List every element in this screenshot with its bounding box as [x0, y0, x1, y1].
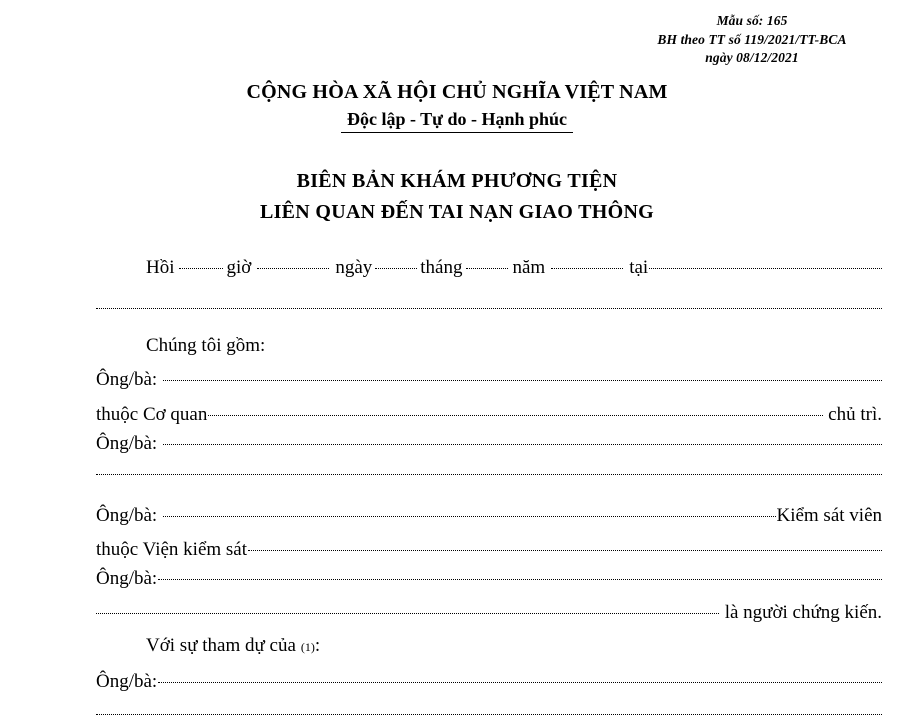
label-tai: tại — [629, 257, 649, 278]
label-nam: năm — [512, 257, 546, 278]
participants-heading-row — [96, 336, 882, 355]
field-day[interactable] — [375, 268, 417, 269]
attendees-heading-row: Với sự tham dự của (1) : — [96, 636, 882, 655]
motto-wrapper — [0, 107, 914, 133]
label-thuoc-co-quan: thuộc Cơ quan — [96, 404, 208, 425]
field-witness-name[interactable] — [158, 579, 882, 580]
field-hour[interactable] — [179, 268, 223, 269]
form-code-number: Mẫu số: 165 — [716, 13, 788, 28]
chairperson-agency-row — [96, 405, 882, 424]
field-month[interactable] — [466, 268, 508, 269]
field-chairperson-agency[interactable] — [208, 415, 823, 416]
prosecutor-office-row — [96, 540, 882, 559]
country-name: CỘNG HÒA XÃ HỘI CHỦ NGHĨA VIỆT NAM — [246, 81, 668, 103]
label-la-nguoi-chung-kien: là người chứng kiến. — [724, 602, 882, 623]
label-voi-su-tham-du-cua: Với sự tham dự của — [146, 635, 296, 656]
title-line-2: LIÊN QUAN ĐẾN TAI NẠN GIAO THÔNG — [259, 201, 655, 223]
member-name-row — [96, 434, 882, 453]
label-ong-ba-3: Ông/bà: — [96, 505, 158, 526]
form-code-header — [602, 12, 902, 68]
field-year[interactable] — [551, 268, 623, 269]
label-ong-ba-1: Ông/bà: — [96, 369, 158, 390]
field-location[interactable] — [649, 268, 882, 269]
label-ong-ba-2: Ông/bà: — [96, 433, 158, 454]
field-chairperson-name[interactable] — [163, 380, 882, 381]
label-ong-ba-4: Ông/bà: — [96, 568, 158, 589]
label-thuoc-vien-kiem-sat: thuộc Viện kiểm sát — [96, 539, 248, 560]
label-hoi: Hồi — [146, 257, 175, 278]
label-ong-ba-5: Ông/bà: — [96, 671, 158, 692]
attendee-name-row — [96, 672, 882, 691]
field-prosecutor-name[interactable] — [163, 516, 776, 517]
witness-continuation-row — [96, 603, 882, 622]
field-witness-continuation[interactable] — [96, 613, 719, 614]
field-hour-fill[interactable] — [257, 268, 329, 269]
field-member-name[interactable] — [163, 444, 882, 445]
witness-name-row — [96, 569, 882, 588]
label-ngay: ngày — [335, 257, 373, 278]
label-gio: giờ — [226, 257, 252, 278]
attendees-colon: : — [314, 635, 321, 656]
label-chu-tri: chủ trì. — [828, 404, 882, 425]
form-code-circular: BH theo TT số 119/2021/TT-BCA — [657, 31, 847, 47]
national-heading — [0, 80, 914, 133]
title-line-1: BIÊN BẢN KHÁM PHƯƠNG TIỆN — [296, 170, 618, 192]
label-thang: tháng — [420, 257, 463, 278]
national-motto: Độc lập - Tự do - Hạnh phúc — [341, 107, 573, 133]
field-attendee-continuation[interactable] — [96, 714, 882, 715]
chairperson-name-row — [96, 370, 882, 389]
field-member-continuation[interactable] — [96, 474, 882, 475]
form-code-date: ngày 08/12/2021 — [705, 50, 799, 65]
datetime-row — [96, 258, 882, 277]
field-location-continuation[interactable] — [96, 308, 882, 309]
page-title — [0, 166, 914, 228]
label-kiem-sat-vien: Kiểm sát viên — [776, 505, 882, 526]
field-attendee-name[interactable] — [158, 682, 882, 683]
prosecutor-name-row — [96, 506, 882, 525]
label-chung-toi-gom: Chúng tôi gồm: — [146, 335, 266, 356]
field-prosecutor-office[interactable] — [248, 550, 882, 551]
